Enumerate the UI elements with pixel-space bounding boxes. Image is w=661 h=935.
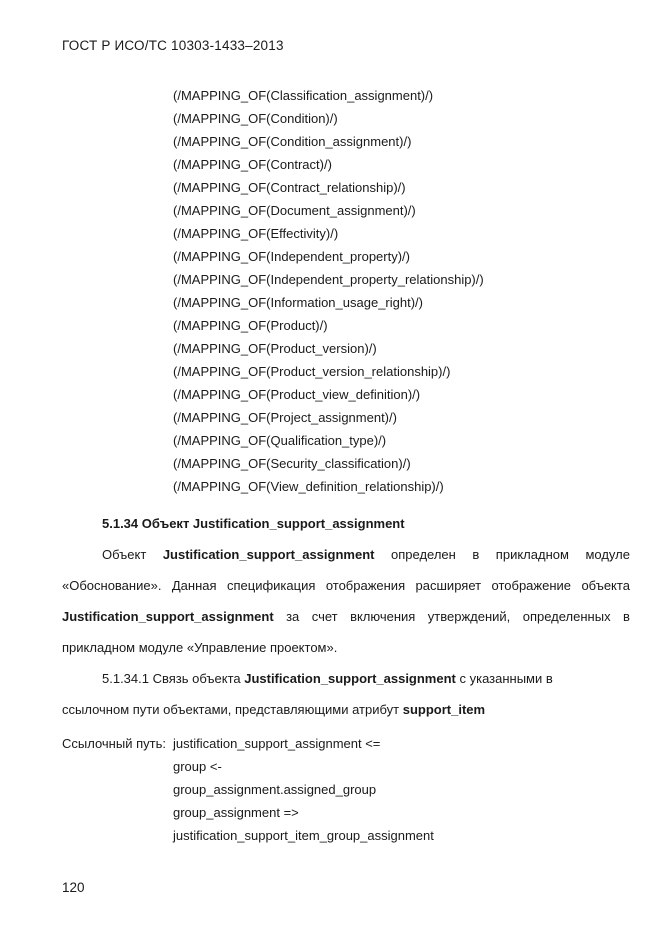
paragraph-line bbox=[62, 577, 630, 595]
paragraph-word: включения bbox=[350, 609, 416, 624]
mapping-item: (/MAPPING_OF(Independent_property_relationship)/) bbox=[173, 272, 484, 287]
ref-path-entry: justification_support_assignment <= bbox=[173, 736, 381, 751]
mapping-item: (/MAPPING_OF(Product_version_relationship)/) bbox=[173, 364, 451, 379]
subsection-heading bbox=[102, 670, 553, 688]
ref-path-entry: group_assignment => bbox=[173, 805, 299, 820]
subsection-suffix: с указанными в bbox=[455, 671, 553, 686]
mapping-item: (/MAPPING_OF(Classification_assignment)/) bbox=[173, 88, 434, 103]
mapping-item: (/MAPPING_OF(Qualification_type)/) bbox=[173, 433, 387, 448]
paragraph-word: модуле bbox=[585, 547, 630, 562]
ref-path-first-line bbox=[62, 735, 166, 753]
paragraph-word: в bbox=[623, 609, 630, 624]
attribute-name: support_item bbox=[402, 702, 486, 717]
paragraph-word: расширяет bbox=[415, 578, 482, 593]
paragraph-word: отображения bbox=[325, 578, 406, 593]
paragraph-word: Объект bbox=[102, 547, 147, 562]
subsection-line bbox=[62, 701, 485, 719]
paragraph-word: утверждений, bbox=[427, 609, 511, 624]
mapping-item: (/MAPPING_OF(Condition_assignment)/) bbox=[173, 134, 412, 149]
document-header: ГОСТ Р ИСО/ТС 10303-1433–2013 bbox=[62, 38, 284, 53]
paragraph-line: прикладном модуле «Управление проектом». bbox=[62, 640, 338, 655]
entity-name: Justification_support_assignment bbox=[244, 671, 456, 686]
mapping-item: (/MAPPING_OF(Product_view_definition)/) bbox=[173, 387, 421, 402]
mapping-item: (/MAPPING_OF(Project_assignment)/) bbox=[173, 410, 397, 425]
ref-path-entry: group <- bbox=[173, 759, 222, 774]
mapping-item: (/MAPPING_OF(Product_version)/) bbox=[173, 341, 377, 356]
paragraph-word: спецификация bbox=[226, 578, 316, 593]
mapping-item: (/MAPPING_OF(Security_classification)/) bbox=[173, 456, 411, 471]
page-number: 120 bbox=[62, 880, 85, 895]
ref-path-label: Ссылочный путь: bbox=[62, 736, 166, 751]
entity-name: Justification_support_assignment bbox=[62, 609, 274, 624]
mapping-item: (/MAPPING_OF(Independent_property)/) bbox=[173, 249, 410, 264]
subsection-prefix: 5.1.34.1 Связь объекта bbox=[102, 671, 245, 686]
mapping-item: (/MAPPING_OF(View_definition_relationship)/) bbox=[173, 479, 444, 494]
paragraph-word: объекта bbox=[581, 578, 630, 593]
mapping-list bbox=[173, 87, 484, 501]
mapping-item: (/MAPPING_OF(Contract)/) bbox=[173, 157, 332, 172]
paragraph-word: за bbox=[286, 609, 300, 624]
paragraph-word: определенных bbox=[522, 609, 611, 624]
mapping-item: (/MAPPING_OF(Product)/) bbox=[173, 318, 328, 333]
paragraph-line bbox=[62, 608, 630, 626]
paragraph-word: в bbox=[472, 547, 480, 562]
section-heading: 5.1.34 Объект Justification_support_assignment bbox=[102, 516, 405, 531]
ref-path-list bbox=[173, 758, 434, 850]
paragraph-line bbox=[102, 546, 630, 564]
paragraph-word: счет bbox=[311, 609, 338, 624]
mapping-item: (/MAPPING_OF(Contract_relationship)/) bbox=[173, 180, 406, 195]
ref-path-entry: justification_support_item_group_assignment bbox=[173, 828, 434, 843]
paragraph-word: «Обоснование». bbox=[62, 578, 162, 593]
mapping-item: (/MAPPING_OF(Condition)/) bbox=[173, 111, 338, 126]
paragraph-word: Данная bbox=[171, 578, 217, 593]
subsection-text: ссылочном пути объектами, представляющими атрибут bbox=[62, 702, 403, 717]
paragraph-word: определен bbox=[391, 547, 456, 562]
ref-path-entry: group_assignment.assigned_group bbox=[173, 782, 377, 797]
mapping-item: (/MAPPING_OF(Document_assignment)/) bbox=[173, 203, 416, 218]
mapping-item: (/MAPPING_OF(Information_usage_right)/) bbox=[173, 295, 423, 310]
paragraph-word: отображение bbox=[491, 578, 572, 593]
entity-name: Justification_support_assignment bbox=[162, 547, 375, 562]
mapping-item: (/MAPPING_OF(Effectivity)/) bbox=[173, 226, 339, 241]
paragraph-word: прикладном bbox=[495, 547, 569, 562]
